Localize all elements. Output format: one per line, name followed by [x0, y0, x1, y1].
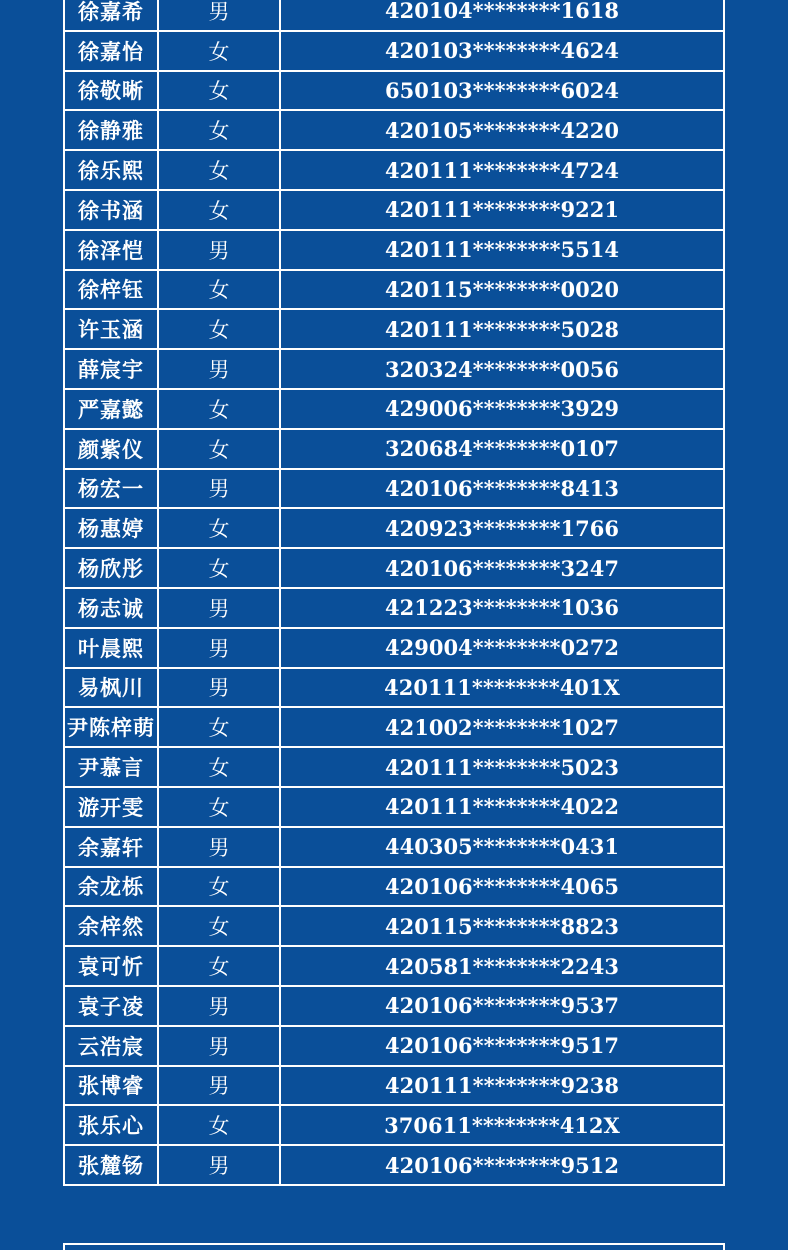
- gender-cell: 女: [158, 787, 280, 827]
- gender-cell: 女: [158, 747, 280, 787]
- table-row: [64, 1105, 724, 1145]
- student-name-cell: 张麓钖: [64, 1145, 158, 1185]
- table-row: [64, 707, 724, 747]
- table-row: [64, 0, 724, 31]
- id-number-cell: 420106********9512: [280, 1145, 724, 1185]
- id-number-cell: 420581********2243: [280, 946, 724, 986]
- table-row: [64, 389, 724, 429]
- id-number-cell: 420115********8823: [280, 906, 724, 946]
- id-number-cell: 420103********4624: [280, 31, 724, 71]
- student-name-cell: 余龙栎: [64, 867, 158, 907]
- student-name-cell: 尹陈梓萌: [64, 707, 158, 747]
- gender-cell: 女: [158, 548, 280, 588]
- id-number-cell: 420111********401X: [280, 668, 724, 708]
- student-name-cell: 严嘉懿: [64, 389, 158, 429]
- student-name-cell: 杨欣彤: [64, 548, 158, 588]
- table-row: [64, 230, 724, 270]
- gender-cell: 女: [158, 906, 280, 946]
- table-row: [64, 508, 724, 548]
- table-row: [64, 190, 724, 230]
- id-number-cell: 429006********3929: [280, 389, 724, 429]
- id-number-cell: 420111********5028: [280, 309, 724, 349]
- gender-cell: 女: [158, 707, 280, 747]
- student-name-cell: 游开雯: [64, 787, 158, 827]
- student-name-cell: 颜紫仪: [64, 429, 158, 469]
- id-number-cell: 420111********9238: [280, 1066, 724, 1106]
- roster-table-body: [64, 0, 724, 1185]
- student-name-cell: 许玉涵: [64, 309, 158, 349]
- gender-cell: 女: [158, 31, 280, 71]
- table-row: [64, 1066, 724, 1106]
- gender-cell: 男: [158, 1066, 280, 1106]
- gender-cell: 女: [158, 946, 280, 986]
- roster-table: [63, 0, 725, 1186]
- id-number-cell: 420111********9221: [280, 190, 724, 230]
- table-row: [64, 986, 724, 1026]
- gender-cell: 女: [158, 389, 280, 429]
- id-number-cell: 650103********6024: [280, 71, 724, 111]
- student-name-cell: 徐嘉希: [64, 0, 158, 31]
- table-row: [64, 668, 724, 708]
- id-number-cell: 320684********0107: [280, 429, 724, 469]
- gender-cell: 男: [158, 986, 280, 1026]
- gender-cell: 男: [158, 0, 280, 31]
- table-row: [64, 787, 724, 827]
- id-number-cell: 370611********412X: [280, 1105, 724, 1145]
- student-name-cell: 杨宏一: [64, 469, 158, 509]
- student-name-cell: 尹慕言: [64, 747, 158, 787]
- id-number-cell: 420111********5023: [280, 747, 724, 787]
- table-row: [64, 429, 724, 469]
- id-number-cell: 440305********0431: [280, 827, 724, 867]
- id-number-cell: 421002********1027: [280, 707, 724, 747]
- next-row-edge: [63, 1243, 725, 1250]
- id-number-cell: 421223********1036: [280, 588, 724, 628]
- student-name-cell: 余嘉轩: [64, 827, 158, 867]
- student-name-cell: 徐泽恺: [64, 230, 158, 270]
- student-name-cell: 袁可忻: [64, 946, 158, 986]
- table-row: [64, 906, 724, 946]
- student-name-cell: 徐嘉怡: [64, 31, 158, 71]
- student-name-cell: 薛宸宇: [64, 349, 158, 389]
- id-number-cell: 420104********1618: [280, 0, 724, 31]
- student-name-cell: 杨惠婷: [64, 508, 158, 548]
- gender-cell: 男: [158, 827, 280, 867]
- student-name-cell: 徐乐熙: [64, 150, 158, 190]
- id-number-cell: 420106********8413: [280, 469, 724, 509]
- student-name-cell: 易枫川: [64, 668, 158, 708]
- student-name-cell: 杨志诚: [64, 588, 158, 628]
- gender-cell: 男: [158, 588, 280, 628]
- gender-cell: 女: [158, 190, 280, 230]
- gender-cell: 女: [158, 110, 280, 150]
- gender-cell: 女: [158, 71, 280, 111]
- id-number-cell: 420111********4022: [280, 787, 724, 827]
- id-number-cell: 320324********0056: [280, 349, 724, 389]
- gender-cell: 男: [158, 1026, 280, 1066]
- gender-cell: 女: [158, 867, 280, 907]
- gender-cell: 男: [158, 230, 280, 270]
- id-number-cell: 420923********1766: [280, 508, 724, 548]
- id-number-cell: 420106********3247: [280, 548, 724, 588]
- student-name-cell: 徐梓钰: [64, 270, 158, 310]
- table-row: [64, 309, 724, 349]
- id-number-cell: 420115********0020: [280, 270, 724, 310]
- id-number-cell: 420106********4065: [280, 867, 724, 907]
- id-number-cell: 420105********4220: [280, 110, 724, 150]
- student-name-cell: 徐敬晰: [64, 71, 158, 111]
- student-name-cell: 叶晨熙: [64, 628, 158, 668]
- id-number-cell: 420106********9537: [280, 986, 724, 1026]
- gender-cell: 女: [158, 508, 280, 548]
- table-row: [64, 150, 724, 190]
- table-row: [64, 1145, 724, 1185]
- student-name-cell: 张博睿: [64, 1066, 158, 1106]
- id-number-cell: 420106********9517: [280, 1026, 724, 1066]
- table-row: [64, 1026, 724, 1066]
- student-name-cell: 徐静雅: [64, 110, 158, 150]
- student-name-cell: 张乐心: [64, 1105, 158, 1145]
- table-row: [64, 270, 724, 310]
- gender-cell: 女: [158, 1105, 280, 1145]
- table-row: [64, 31, 724, 71]
- gender-cell: 男: [158, 628, 280, 668]
- table-row: [64, 827, 724, 867]
- gender-cell: 女: [158, 309, 280, 349]
- student-name-cell: 余梓然: [64, 906, 158, 946]
- table-row: [64, 548, 724, 588]
- table-row: [64, 588, 724, 628]
- table-row: [64, 628, 724, 668]
- student-name-cell: 袁子凌: [64, 986, 158, 1026]
- gender-cell: 男: [158, 668, 280, 708]
- table-row: [64, 867, 724, 907]
- gender-cell: 男: [158, 1145, 280, 1185]
- student-name-cell: 云浩宸: [64, 1026, 158, 1066]
- table-row: [64, 110, 724, 150]
- table-row: [64, 349, 724, 389]
- table-row: [64, 469, 724, 509]
- gender-cell: 男: [158, 349, 280, 389]
- gender-cell: 女: [158, 429, 280, 469]
- id-number-cell: 420111********4724: [280, 150, 724, 190]
- id-number-cell: 420111********5514: [280, 230, 724, 270]
- id-number-cell: 429004********0272: [280, 628, 724, 668]
- gender-cell: 女: [158, 150, 280, 190]
- student-name-cell: 徐书涵: [64, 190, 158, 230]
- table-row: [64, 946, 724, 986]
- table-row: [64, 71, 724, 111]
- table-row: [64, 747, 724, 787]
- gender-cell: 女: [158, 270, 280, 310]
- gender-cell: 男: [158, 469, 280, 509]
